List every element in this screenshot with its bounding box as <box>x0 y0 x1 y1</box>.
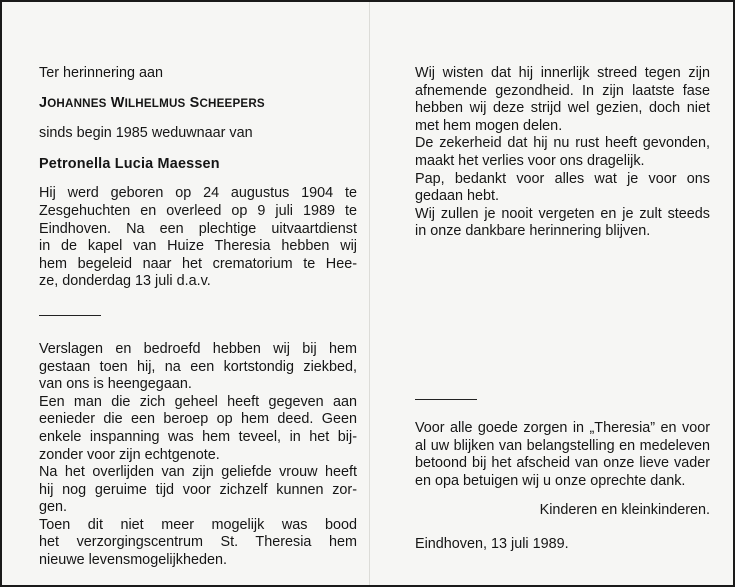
tribute-line: Verslagen en bedroefd hebben wij bij hem <box>39 340 357 357</box>
reflection-line: hebben wij deze strijd wel gezien, doch niet <box>415 100 710 117</box>
place-date-text: Eindhoven, 13 juli 1989. <box>415 535 569 552</box>
name-initial-first: J <box>39 94 48 111</box>
reflection-line: Pap, bedankt voor alles wat je voor ons <box>415 170 710 187</box>
reflection-paragraph <box>415 65 710 241</box>
tribute-line: Na het overlijden van zijn geliefde vrouw heeft <box>39 464 357 481</box>
memorial-card <box>2 2 733 585</box>
tribute-line: Een man die zich geheel heeft gegeven aan <box>39 393 357 410</box>
reflection-line: in onze dankbare herinnering blijven. <box>415 223 651 240</box>
name-rest-first: OHANNES <box>47 96 107 110</box>
thanks-line: en opa betuigen wij u onze oprechte dank. <box>415 472 686 489</box>
tribute-line: zonder voor zijn echtgenote. <box>39 446 220 463</box>
thanks-paragraph <box>415 420 710 490</box>
tribute-line: van ons is heengegaan. <box>39 376 192 393</box>
reflection-line: Wij zullen je nooit vergeten en je zult steeds <box>415 205 710 222</box>
bio-line: Eindhoven. Na een plechtige uitvaartdienst <box>39 220 357 237</box>
reflection-line: afnemende gezondheid. In zijn laatste fase <box>415 82 710 99</box>
name-initial-last: S <box>189 94 200 111</box>
bio-line: ze, donderdag 13 juli d.a.v. <box>39 273 211 290</box>
tribute-line: gestaan toen hij, na een kortstondig ziekbed, <box>39 358 357 375</box>
tribute-line: eenieder die een beroep op hem deed. Geen <box>39 411 357 428</box>
name-initial-middle: W <box>110 94 125 111</box>
spouse-name: Petronella Lucia Maessen <box>39 155 220 172</box>
card-fold-line <box>369 2 370 585</box>
tribute-line: Toen dit niet meer mogelijk was bood <box>39 516 357 533</box>
thanks-line: betoond bij het afscheid van onze lieve vader <box>415 455 710 472</box>
tribute-line: nieuwe levensmogelijkheden. <box>39 552 227 569</box>
thanks-line: Voor alle goede zorgen in „Theresia” en voor <box>415 419 710 436</box>
tribute-line: hij nog geruime tijd voor zichzelf kunnen zor- <box>39 481 357 498</box>
bio-paragraph <box>39 185 357 291</box>
reflection-line: maakt het verlies voor ons dragelijk. <box>415 152 645 169</box>
tribute-line: het verzorgingscentrum St. Theresia hem <box>39 534 357 551</box>
signature-text: Kinderen en kleinkinderen. <box>539 502 710 519</box>
tribute-line: gen. <box>39 499 68 516</box>
bio-line: hem begeleid naar het crematorium te Hee- <box>39 255 357 272</box>
bio-line: Hij werd geboren op 24 augustus 1904 te <box>39 185 357 202</box>
widower-text: sinds begin 1985 weduwnaar van <box>39 125 253 142</box>
reflection-line: gedaan hebt. <box>415 188 500 205</box>
name-rest-last: CHEEPERS <box>199 96 265 110</box>
bio-line: in de kapel van Huize Theresia hebben wij <box>39 238 357 255</box>
tribute-paragraph <box>39 341 357 570</box>
name-rest-middle: ILHELMUS <box>124 96 186 110</box>
tribute-line: enkele inspanning was hem teveel, in het bij- <box>39 428 357 445</box>
reflection-line: Wij wisten dat hij innerlijk streed tegen zijn <box>415 65 710 81</box>
intro-text: Ter herinnering aan <box>39 65 163 81</box>
thanks-line: al uw blijken van belangstelling en medeleven <box>415 437 710 454</box>
reflection-line: met hem mogen delen. <box>415 117 563 134</box>
deceased-name <box>39 95 357 113</box>
right-page <box>415 65 710 554</box>
reflection-line: De zekerheid dat hij nu rust heeft gevonden, <box>415 135 710 152</box>
bio-line: Zesgehuchten en overleed op 9 juli 1989 te <box>39 202 357 219</box>
left-page <box>39 65 357 570</box>
